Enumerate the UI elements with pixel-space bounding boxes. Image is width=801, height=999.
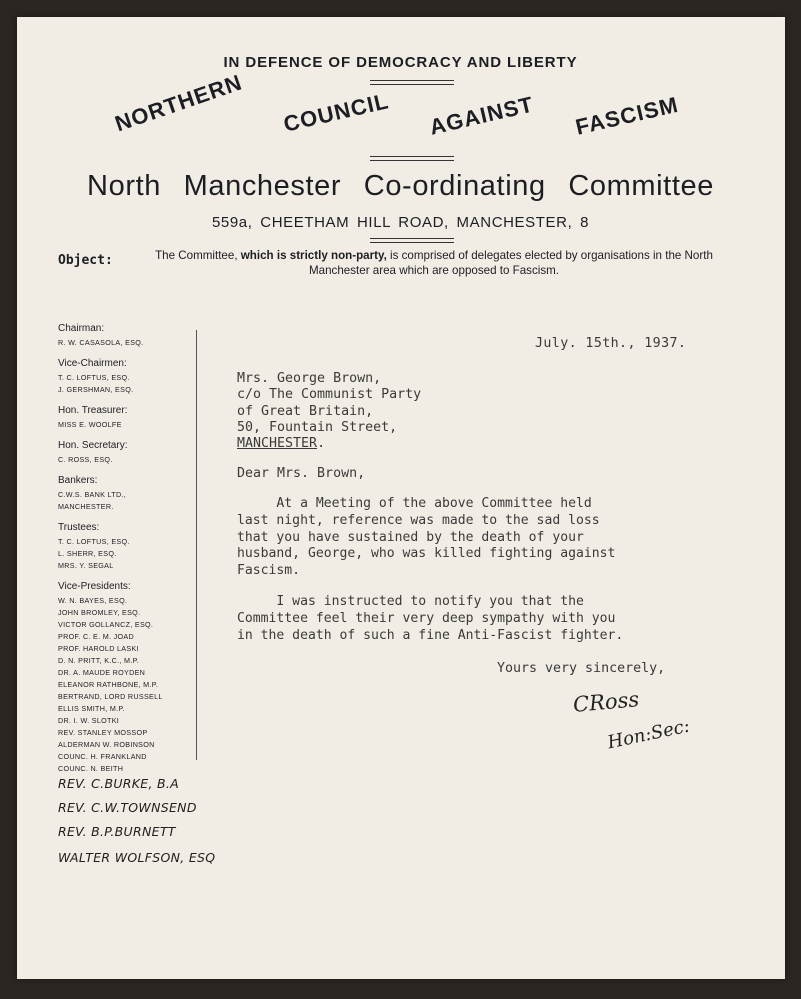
officer-name: PROF. C. E. M. JOAD [58, 632, 134, 641]
recipient-city-line [237, 436, 421, 452]
officer-name: ELLIS SMITH, M.P. [58, 704, 125, 713]
officer-group [58, 405, 198, 431]
object-statement [124, 248, 744, 278]
committee-name: North Manchester Co-ordinating Committee [87, 170, 714, 202]
recipient-line: 50, Fountain Street, [237, 419, 398, 435]
officer-name: COUNC. H. FRANKLAND [58, 752, 147, 761]
group-label: Vice-Chairmen: [58, 358, 127, 369]
officer-name: COUNC. N. BEITH [58, 764, 124, 773]
officer-name: J. GERSHMAN, ESQ. [58, 385, 134, 394]
officers-sidebar [58, 323, 198, 784]
council-word-against: AGAINST [427, 91, 536, 140]
officer-name: C.W.S. BANK LTD., [58, 490, 127, 499]
officer-name: PROF. HAROLD LASKI [58, 644, 139, 653]
divider [370, 84, 454, 85]
officer-group [58, 323, 198, 349]
officer-name: MRS. Y. SEGAL [58, 561, 114, 570]
officer-group [58, 475, 198, 513]
officer-group [58, 358, 198, 396]
officer-name: ALDERMAN W. ROBINSON [58, 740, 155, 749]
recipient-address [237, 371, 421, 452]
group-label: Chairman: [58, 323, 105, 334]
object-text-bold: which is strictly non-party, [240, 249, 387, 262]
recipient-line: of Great Britain, [237, 403, 374, 419]
officer-name: BERTRAND, LORD RUSSELL [58, 692, 163, 701]
officer-name: VICTOR GOLLANCZ, ESQ. [58, 620, 154, 629]
officer-name: T. C. LOFTUS, ESQ. [58, 373, 130, 382]
group-label: Vice-Presidents: [58, 581, 131, 592]
officer-name: JOHN BROMLEY, ESQ. [58, 608, 141, 617]
officer-name: DR. A. MAUDE ROYDEN [58, 668, 146, 677]
officer-name: L. SHERR, ESQ. [58, 549, 117, 558]
handwritten-name: REV. B.P.BURNETT [58, 824, 176, 839]
letter-closing: Yours very sincerely, [497, 661, 666, 676]
handwritten-name: WALTER WOLFSON, ESQ [58, 850, 216, 865]
recipient-line: c/o The Communist Party [237, 387, 422, 403]
recipient-city: MANCHESTER [237, 436, 318, 452]
officer-name: W. N. BAYES, ESQ. [58, 596, 128, 605]
officer-name: DR. I. W. SLOTKI [58, 716, 120, 725]
officer-name: R. W. CASASOLA, ESQ. [58, 338, 144, 347]
recipient-city-suffix: . [317, 436, 326, 452]
officer-name: MISS E. WOOLFE [58, 420, 122, 429]
committee-address: 559a, CHEETHAM HILL ROAD, MANCHESTER, 8 [211, 214, 590, 231]
officer-name: MANCHESTER. [58, 502, 114, 511]
object-label: Object: [58, 253, 113, 268]
officer-name: C. ROSS, ESQ. [58, 455, 113, 464]
letter-paragraph-2: I was instructed to notify you that the Committee feel their very deep sympathy with you in the death of such a fine Anti-Fascist fighter. [237, 594, 624, 643]
officer-name: D. N. PRITT, K.C., M.P. [58, 656, 140, 665]
group-label: Hon. Secretary: [58, 440, 128, 451]
signature-title: Hon:Sec: [605, 715, 692, 754]
divider [370, 242, 454, 243]
tagline: IN DEFENCE OF DEMOCRACY AND LIBERTY [223, 54, 578, 71]
council-word-northern: NORTHERN [111, 69, 246, 137]
letter-date: July. 15th., 1937. [535, 336, 687, 351]
signature: CRoss [572, 687, 640, 717]
recipient-line: Mrs. George Brown, [237, 371, 382, 386]
officer-name: REV. STANLEY MOSSOP [58, 728, 148, 737]
object-text-post: is comprised of delegates elected by organisations in the North Manchester area which are opposed to Fascism. [308, 249, 713, 277]
officer-name: T. C. LOFTUS, ESQ. [58, 537, 130, 546]
group-label: Bankers: [58, 475, 98, 486]
object-text-pre: The Committee, [155, 249, 241, 262]
salutation: Dear Mrs. Brown, [237, 466, 366, 481]
officer-group [58, 581, 198, 775]
divider [370, 156, 454, 157]
divider [370, 160, 454, 161]
officer-group [58, 440, 198, 466]
group-label: Trustees: [58, 522, 100, 533]
officer-group [58, 522, 198, 572]
divider [370, 238, 454, 239]
divider [370, 80, 454, 81]
council-word-council: COUNCIL [281, 88, 392, 137]
letter-paragraph-1: At a Meeting of the above Committee held last night, reference was made to the sad loss that you have sustained by the death of your husband, George, who was killed fighting against Fascism. [237, 496, 616, 579]
handwritten-name: REV. C.BURKE, B.A [58, 776, 179, 791]
handwritten-name: REV. C.W.TOWNSEND [58, 800, 197, 815]
council-word-fascism: FASCISM [573, 91, 681, 140]
officer-name: ELEANOR RATHBONE, M.P. [58, 680, 159, 689]
group-label: Hon. Treasurer: [58, 405, 128, 416]
